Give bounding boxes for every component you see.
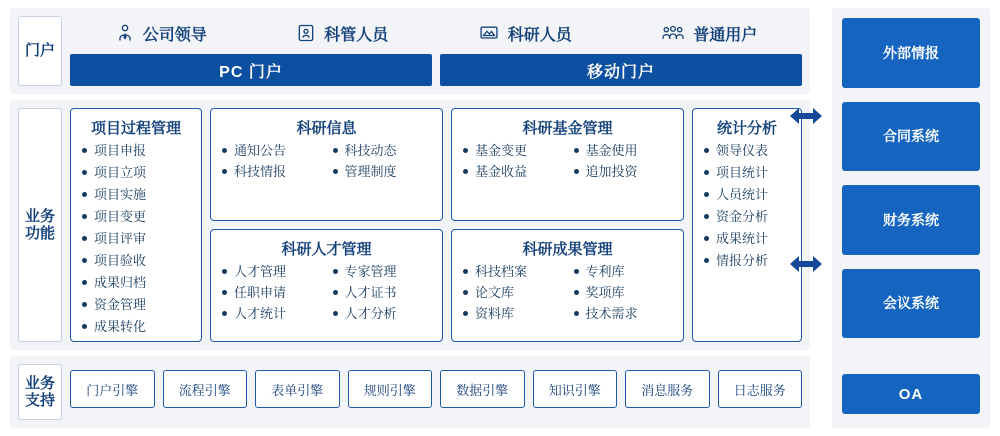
monitor-icon	[478, 23, 500, 43]
statistics-list	[703, 144, 791, 267]
list-item: 基金变更	[462, 144, 563, 157]
support-chip-label: 日志服务	[733, 382, 786, 398]
list-item: 项目申报	[81, 144, 191, 157]
middle-row-bottom	[210, 229, 684, 342]
portal-entry-pc[interactable]	[70, 54, 432, 86]
research-info-column-1	[221, 144, 322, 212]
portal-entry-mobile-label: 移动门户	[586, 63, 655, 81]
research-achievement-column-1	[462, 265, 563, 333]
list-item: 人才统计	[221, 307, 322, 320]
card-statistics[interactable]	[692, 108, 802, 342]
middle-row-top	[210, 108, 684, 221]
list-item: 技术需求	[573, 307, 674, 320]
portal-entries	[70, 54, 802, 86]
external-system-finance[interactable]	[842, 185, 980, 255]
support-chip-message-service[interactable]	[625, 370, 710, 408]
research-achievement-column-2	[573, 265, 674, 333]
support-chip-label: 数据引擎	[456, 382, 509, 398]
role-item-common-user[interactable]	[661, 22, 757, 45]
function-cards	[70, 108, 802, 342]
support-chip-knowledge-engine[interactable]	[533, 370, 618, 408]
card-research-info-body	[211, 144, 442, 220]
list-item: 项目评审	[81, 232, 191, 245]
list-item: 项目验收	[81, 254, 191, 267]
research-fund-column-2	[573, 144, 674, 212]
card-research-info[interactable]	[210, 108, 443, 221]
list-item: 追加投资	[573, 165, 674, 178]
research-info-column-2	[332, 144, 433, 212]
list-item: 科技档案	[462, 265, 563, 278]
list-item: 任职申请	[221, 286, 322, 299]
left-column	[10, 8, 810, 428]
external-systems-panel	[832, 8, 990, 428]
support-chip-portal-engine[interactable]	[70, 370, 155, 408]
external-system-label: 外部情报	[883, 44, 939, 61]
list-item: 奖项库	[573, 286, 674, 299]
role-item-leader-label: 公司领导	[142, 26, 207, 44]
list-item: 科技情报	[221, 165, 322, 178]
external-system-oa[interactable]	[842, 374, 980, 414]
external-system-label: 会议系统	[883, 295, 939, 312]
support-chip-process-engine[interactable]	[163, 370, 248, 408]
external-system-oa-label: OA	[898, 385, 924, 403]
support-band-label	[18, 364, 62, 420]
external-system-intelligence[interactable]	[842, 18, 980, 88]
card-statistics-body	[693, 144, 801, 341]
support-chip-label: 表单引擎	[271, 382, 324, 398]
support-chip-label: 消息服务	[641, 382, 694, 398]
support-chip-label: 知识引擎	[548, 382, 601, 398]
card-research-talent[interactable]	[210, 229, 443, 342]
list-item: 成果归档	[81, 276, 191, 289]
support-band	[10, 356, 810, 428]
card-statistics-title: 统计分析	[716, 120, 777, 137]
users-group-icon	[661, 23, 685, 43]
function-band-label-text: 业务功能	[24, 207, 55, 242]
list-item: 资料库	[462, 307, 563, 320]
role-item-leader[interactable]	[115, 22, 207, 45]
card-research-info-title: 科研信息	[296, 120, 357, 137]
external-system-label: 合同系统	[883, 128, 939, 145]
list-item: 人才证书	[332, 286, 433, 299]
card-research-achievement[interactable]	[451, 229, 684, 342]
list-item: 成果转化	[81, 320, 191, 333]
portal-band-label-text: 门户	[24, 42, 55, 60]
support-chip-label: 门户引擎	[86, 382, 139, 398]
list-item: 领导仪表	[703, 144, 791, 157]
card-research-fund[interactable]	[451, 108, 684, 221]
list-item: 管理制度	[332, 165, 433, 178]
support-band-label-text: 业务支持	[24, 374, 55, 409]
card-project-process[interactable]	[70, 108, 202, 342]
list-item: 人才分析	[332, 307, 433, 320]
double-arrow-icon-bottom	[789, 253, 823, 275]
list-item: 科技动态	[332, 144, 433, 157]
role-item-manager-label: 科管人员	[324, 26, 389, 44]
list-item: 通知公告	[221, 144, 322, 157]
external-systems-list	[842, 18, 980, 338]
list-item: 项目统计	[703, 166, 791, 179]
portal-band	[10, 8, 810, 94]
function-band-label	[18, 108, 62, 342]
portal-band-label	[18, 16, 62, 86]
card-research-fund-title: 科研基金管理	[522, 120, 613, 137]
list-item: 论文库	[462, 286, 563, 299]
list-item: 人才管理	[221, 265, 322, 278]
support-chip-list	[70, 370, 802, 408]
external-system-label: 财务系统	[883, 211, 939, 228]
role-item-researcher[interactable]	[478, 22, 572, 45]
external-system-meeting[interactable]	[842, 269, 980, 339]
double-arrow-icon-top	[789, 105, 823, 127]
support-chip-label: 规则引擎	[363, 382, 416, 398]
role-item-manager[interactable]	[296, 22, 388, 45]
list-item: 人员统计	[703, 188, 791, 201]
support-chip-rule-engine[interactable]	[348, 370, 433, 408]
list-item: 专利库	[573, 265, 674, 278]
list-item: 项目变更	[81, 210, 191, 223]
external-system-contract[interactable]	[842, 102, 980, 172]
research-talent-column-1	[221, 265, 322, 333]
card-research-talent-body	[211, 265, 442, 341]
support-chip-log-service[interactable]	[718, 370, 803, 408]
portal-entry-pc-label: PC 门户	[219, 63, 283, 81]
card-research-achievement-title: 科研成果管理	[522, 241, 613, 258]
user-tie-icon	[115, 23, 135, 43]
support-chip-data-engine[interactable]	[440, 370, 525, 408]
list-item: 基金使用	[573, 144, 674, 157]
card-project-process-body	[71, 144, 201, 350]
list-item: 资金分析	[703, 210, 791, 223]
list-item: 成果统计	[703, 232, 791, 245]
list-item: 情报分析	[703, 254, 791, 267]
function-band	[10, 100, 810, 350]
list-item: 专家管理	[332, 265, 433, 278]
middle-cards	[210, 108, 684, 342]
research-fund-column-1	[462, 144, 563, 212]
role-list	[70, 14, 802, 52]
card-research-talent-title: 科研人才管理	[281, 241, 372, 258]
list-item: 项目实施	[81, 188, 191, 201]
card-project-process-title: 项目过程管理	[90, 120, 181, 137]
card-research-achievement-body	[452, 265, 683, 341]
research-talent-column-2	[332, 265, 433, 333]
list-item: 基金收益	[462, 165, 563, 178]
project-process-list	[81, 144, 191, 333]
list-item: 项目立项	[81, 166, 191, 179]
support-chip-label: 流程引擎	[178, 382, 231, 398]
card-research-fund-body	[452, 144, 683, 220]
role-item-researcher-label: 科研人员	[507, 26, 572, 44]
id-badge-icon	[296, 23, 316, 43]
portal-entry-mobile[interactable]	[440, 54, 802, 86]
list-item: 资金管理	[81, 298, 191, 311]
support-chip-form-engine[interactable]	[255, 370, 340, 408]
role-item-common-user-label: 普通用户	[693, 26, 758, 44]
